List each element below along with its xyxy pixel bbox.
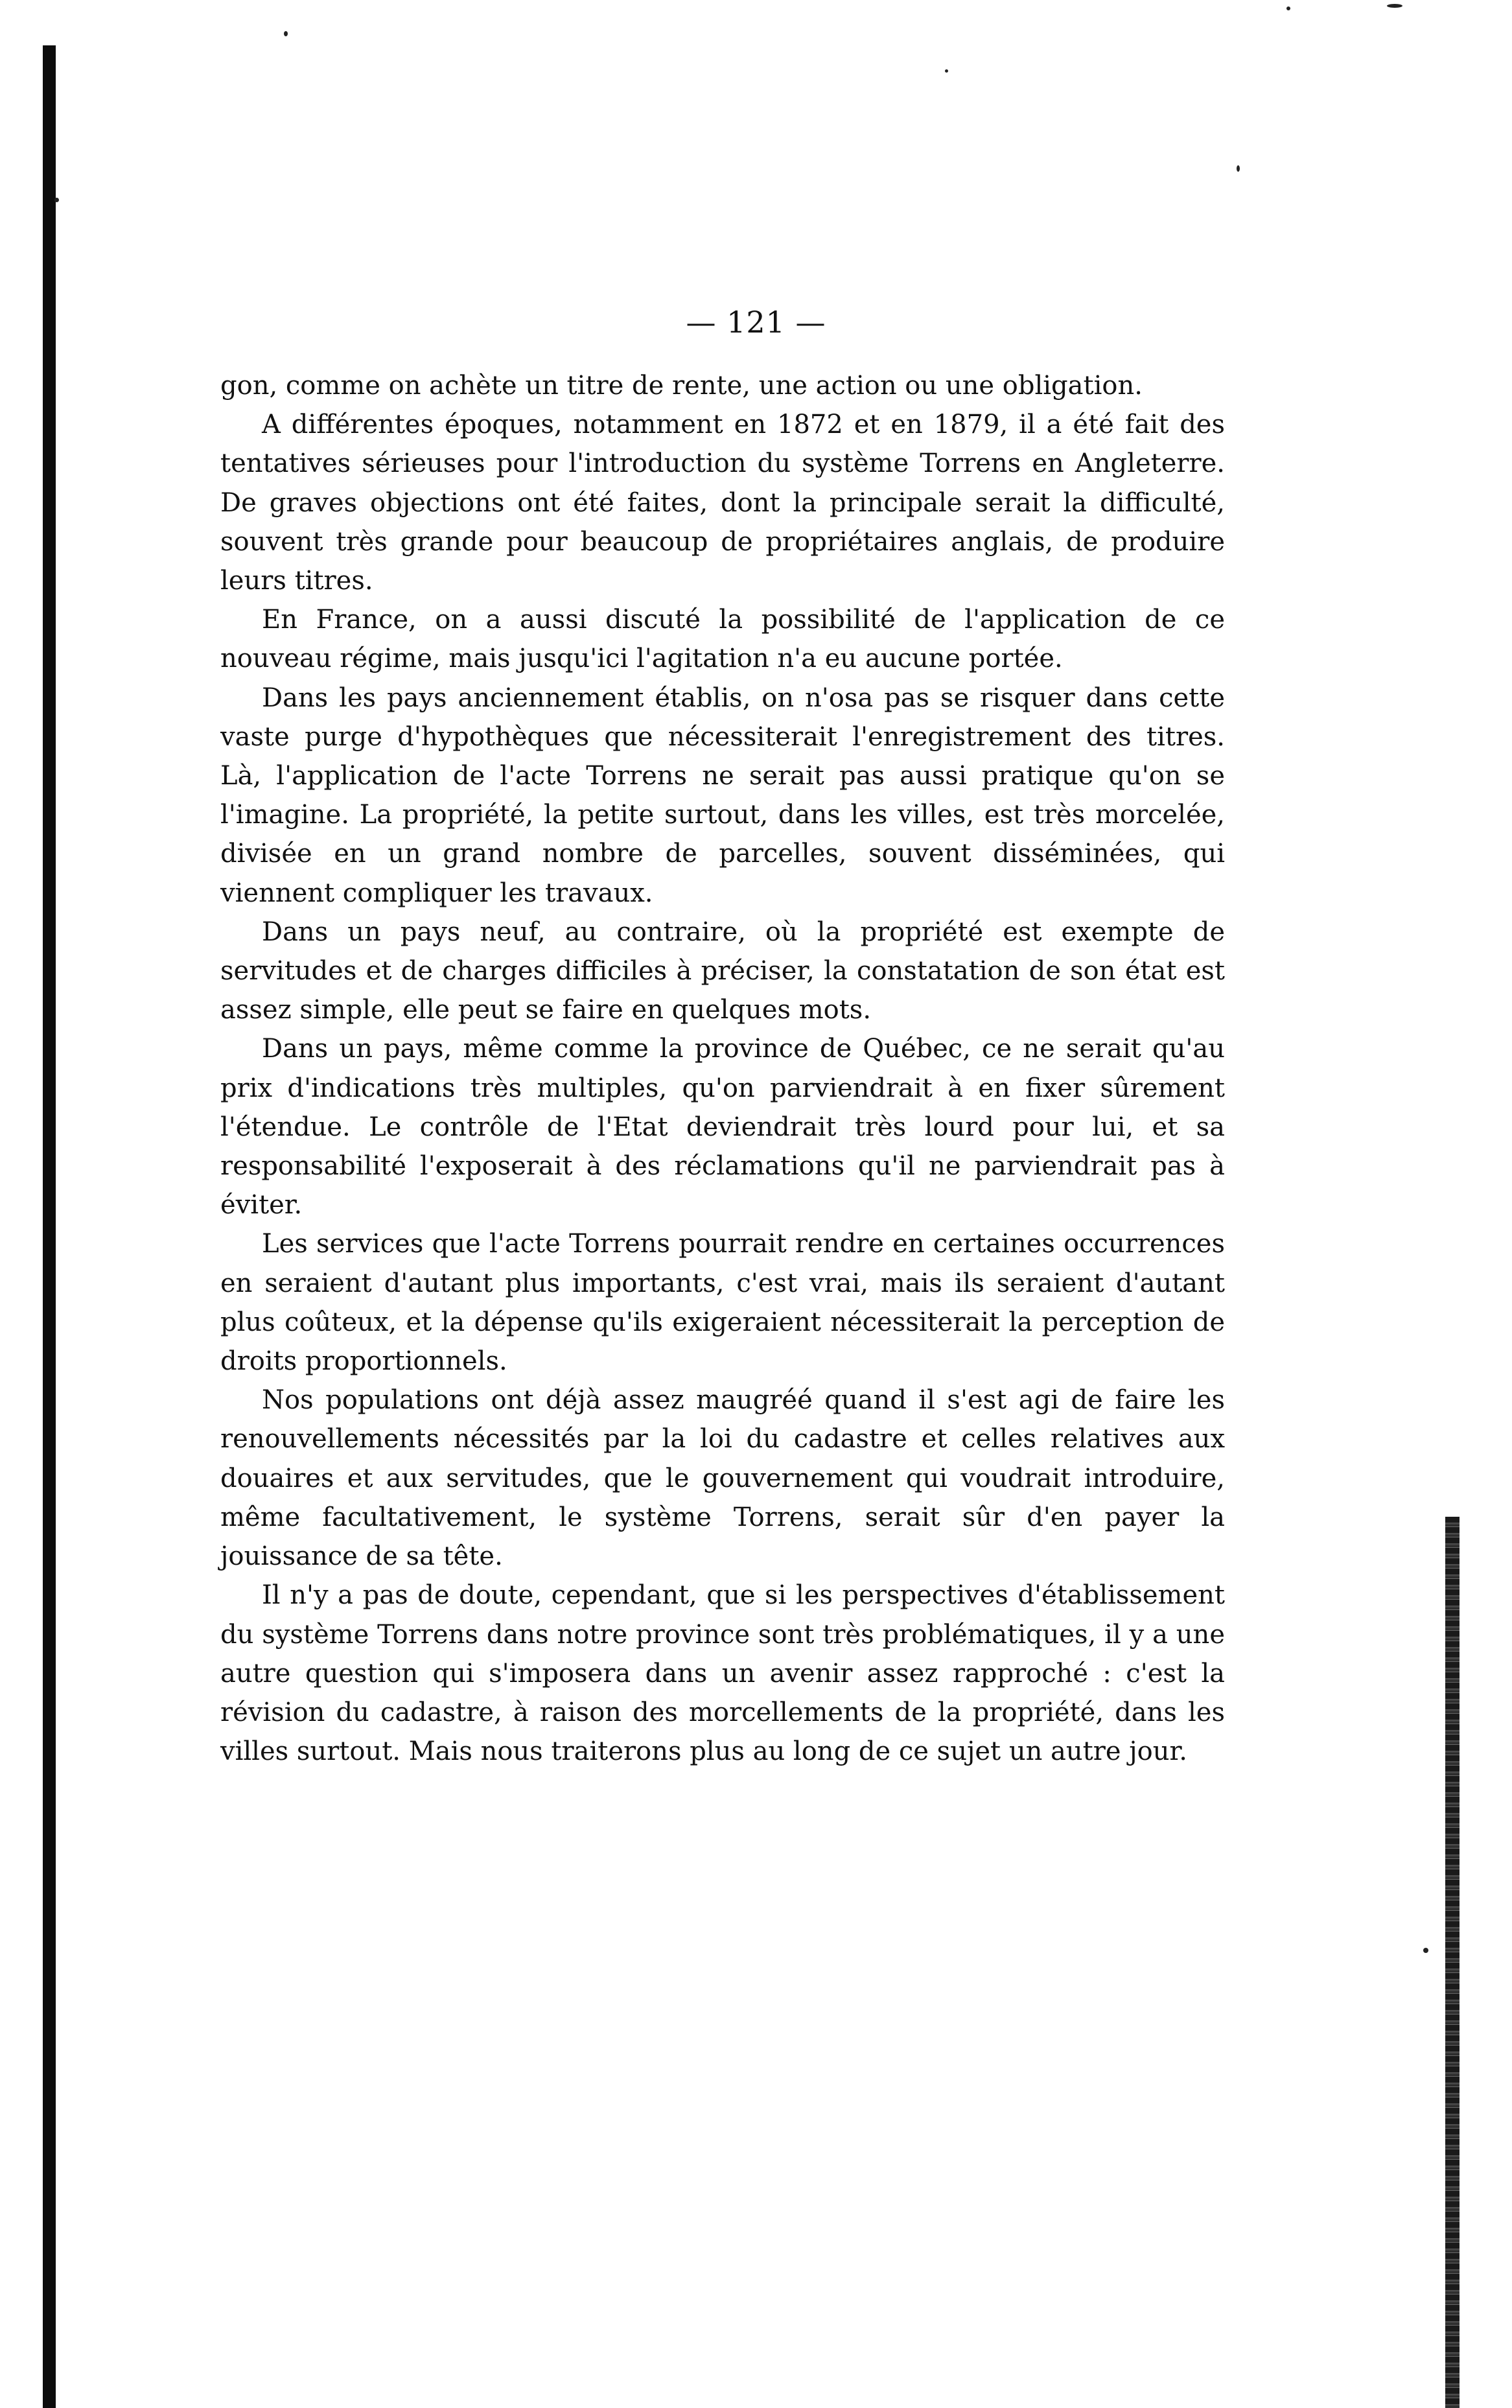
paragraph: Il n'y a pas de doute, cependant, que si les perspectives d'établissement du système Torrens dans notre province sont très problématiques, il y a une autre question qui s'imposera dans un avenir assez rapproché : c'est la révision du cadastre, à raison des morcellements de la propriété, dans les villes surtout. Mais nous traiterons plus au long de ce sujet un autre jour. — [220, 1580, 1225, 1767]
scan-speck — [1237, 165, 1240, 172]
paragraph: A différentes époques, notamment en 1872 et en 1879, il a été fait des tentatives sérieuses pour l'introduction du système Torrens en Angleterre. De graves objections ont été faites, dont la principale serait la difficulté, souvent très grande pour beaucoup de propriétaires anglais, de produire leurs titres. — [220, 410, 1225, 596]
paragraph: Les services que l'acte Torrens pourrait rendre en certaines occurrences en seraient d'autant plus importants, c'est vrai, mais ils seraient d'autant plus coûteux, et la dépense qu'ils exigeraient nécessiterait la perception de droits proportionnels. — [220, 1229, 1225, 1377]
paragraph: gon, comme on achète un titre de rente, une action ou une obligation. — [220, 371, 1143, 401]
scan-speck — [945, 69, 948, 73]
paragraph: Dans un pays, même comme la province de Québec, ce ne serait qu'au prix d'indications très multiples, qu'on parviendrait à en fixer sûrement l'étendue. Le contrôle de l'Etat deviendrait très lourd pour lui, et sa responsabilité l'exposerait à des réclamations qu'il ne parviendrait pas à éviter. — [220, 1034, 1225, 1221]
scan-right-edge-shadow — [1445, 1517, 1460, 2408]
page-number: — 121 — — [686, 305, 826, 340]
paragraph: Dans les pays anciennement établis, on n'osa pas se risquer dans cette vaste purge d'hypothèques que nécessiterait l'enregistrement des titres. Là, l'application de l'acte Torrens ne serait pas aussi pratique qu'on se l'imagine. La propriété, la petite surtout, dans les villes, est très morcelée, divisée en un grand nombre de parcelles, souvent disséminées, qui viennent compliquer les travaux. — [220, 683, 1225, 908]
scan-speck — [54, 198, 59, 202]
scan-speck — [1286, 6, 1290, 10]
scan-speck — [1387, 4, 1402, 8]
body-text — [220, 366, 1225, 1771]
paragraph: En France, on a aussi discuté la possibilité de l'application de ce nouveau régime, mais jusqu'ici l'agitation n'a eu aucune portée. — [220, 605, 1225, 674]
paragraph: Dans un pays neuf, au contraire, où la propriété est exempte de servitudes et de charges difficiles à préciser, la constatation de son état est assez simple, elle peut se faire en quelques mots. — [220, 917, 1225, 1025]
scan-speck — [284, 31, 288, 36]
paragraph: Nos populations ont déjà assez maugréé quand il s'est agi de faire les renouvellements nécessités par la loi du cadastre et celles relatives aux douaires et aux servitudes, que le gouvernement qui voudrait introduire, même facultativement, le système Torrens, serait sûr d'en payer la jouissance de sa tête. — [220, 1385, 1225, 1572]
scan-left-margin-shadow — [43, 45, 56, 2408]
scan-speck — [1423, 1948, 1428, 1953]
